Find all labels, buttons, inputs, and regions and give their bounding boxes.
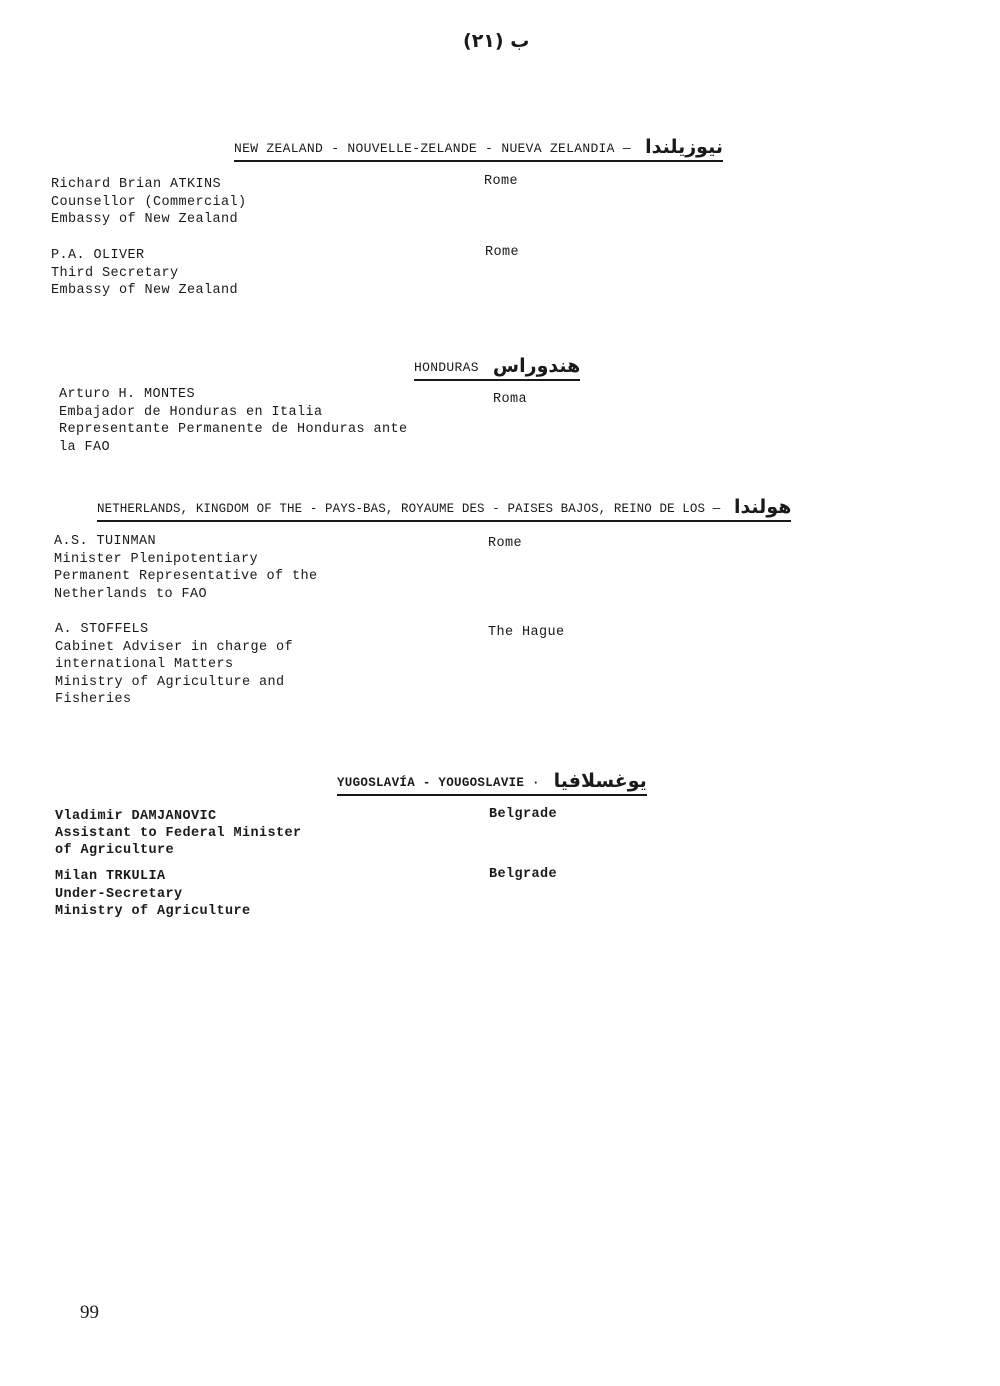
delegate-entry [55, 808, 302, 859]
section-title: NETHERLANDS, KINGDOM OF THE - PAYS-BAS, ROYAUME DES - PAISES BAJOS, REINO DE LOS [97, 502, 706, 516]
delegate-title: Embajador de Honduras en Italia [59, 404, 323, 420]
delegate-entry [55, 621, 293, 709]
delegate-title: of Agriculture [55, 843, 175, 858]
delegate-city: Rome [484, 174, 519, 189]
delegate-title: Under-Secretary [55, 886, 183, 902]
page-reference: ب (٢١) [463, 30, 530, 52]
delegate-affiliation: Permanent Representative of the [54, 569, 318, 584]
delegate-name: Milan TRKULIA [55, 869, 166, 884]
separator: — [622, 141, 631, 156]
delegate-affiliation: Embassy of New Zealand [51, 212, 239, 227]
delegate-title: Cabinet Adviser in charge of [55, 639, 294, 655]
delegate-affiliation: Embassy of New Zealand [51, 283, 239, 298]
section-heading-honduras [414, 355, 580, 381]
section-heading-new-zealand [234, 136, 723, 162]
delegate-affiliation: Ministry of Agriculture and [55, 674, 285, 690]
delegate-entry [59, 386, 408, 456]
delegate-name: Arturo H. MONTES [59, 387, 196, 402]
section-title: HONDURAS [414, 360, 479, 375]
delegate-city: The Hague [488, 625, 565, 640]
arabic-country-name: هولندا [733, 496, 792, 518]
delegate-city: Rome [485, 245, 520, 260]
delegate-affiliation: Representante Permanente de Honduras ante [59, 422, 408, 437]
delegate-name: Richard Brian ATKINS [51, 177, 222, 192]
section-heading-yugoslavia [337, 770, 647, 796]
arabic-country-name: هندوراس [492, 355, 581, 377]
arabic-country-name: نيوزيلندا [645, 136, 723, 158]
delegate-affiliation: Fisheries [55, 692, 132, 707]
page-number: 99 [80, 1302, 99, 1323]
delegate-name: P.A. OLIVER [51, 248, 145, 263]
delegate-affiliation: Ministry of Agriculture [55, 904, 251, 919]
delegate-title: international Matters [55, 657, 234, 672]
delegate-name: A. STOFFELS [55, 622, 149, 637]
delegate-city: Belgrade [489, 807, 558, 822]
delegate-affiliation: la FAO [59, 439, 111, 455]
delegate-name: Vladimir DAMJANOVIC [55, 809, 217, 824]
delegate-title: Third Secretary [51, 265, 179, 281]
delegate-city: Belgrade [489, 867, 558, 882]
delegate-title: Counsellor (Commercial) [51, 194, 247, 210]
delegate-entry [54, 533, 318, 603]
section-title: NEW ZEALAND - NOUVELLE-ZELANDE - NUEVA ZELANDIA [234, 141, 615, 156]
arabic-country-name: يوغسلافيا [553, 770, 647, 792]
delegate-entry [51, 176, 247, 229]
separator: · [532, 776, 540, 790]
delegate-title: Assistant to Federal Minister [55, 826, 302, 841]
section-heading-netherlands [97, 496, 791, 522]
delegate-affiliation: Netherlands to FAO [54, 586, 208, 602]
delegate-name: A.S. TUINMAN [54, 534, 157, 549]
delegate-city: Roma [493, 392, 528, 407]
section-title: YUGOSLAVÍA - YOUGOSLAVIE [337, 776, 525, 790]
delegate-entry [51, 247, 238, 300]
delegate-city: Rome [488, 536, 523, 551]
separator: — [712, 502, 721, 516]
delegate-entry [55, 868, 251, 921]
delegate-title: Minister Plenipotentiary [54, 551, 259, 567]
